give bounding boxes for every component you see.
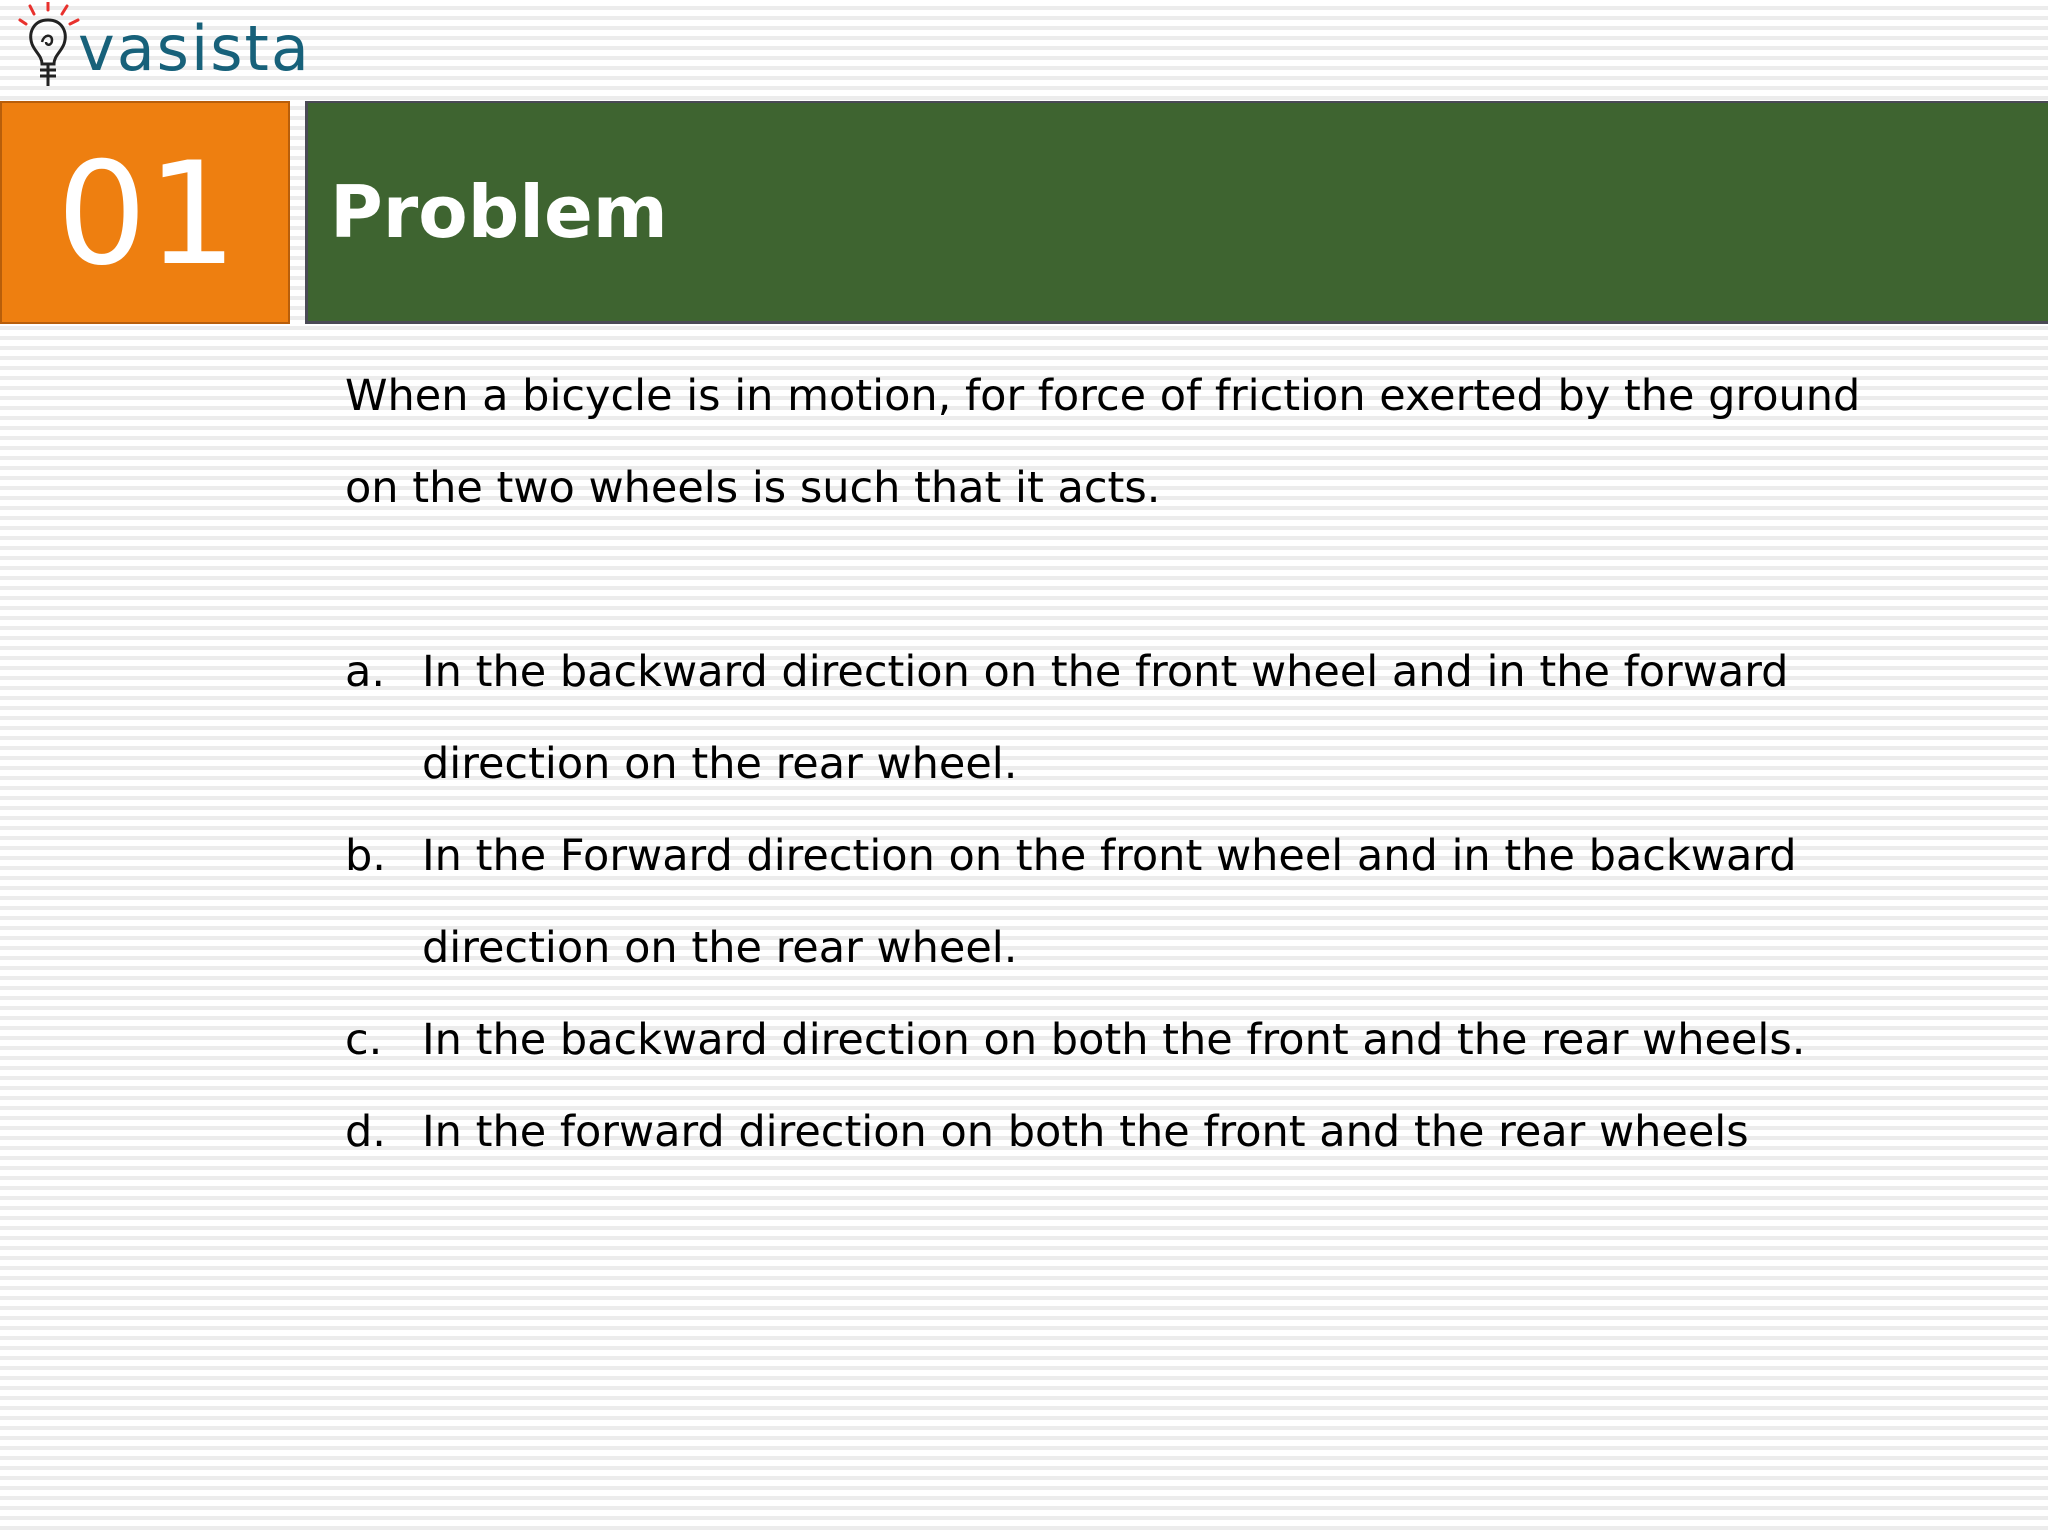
option-text: In the Forward direction on the front wheel and in the backward direction on the rear wheel. [422, 831, 1797, 973]
option-label: d. [345, 1107, 386, 1157]
option-b [345, 810, 1945, 994]
option-a [345, 626, 1945, 810]
option-label: a. [345, 647, 386, 697]
option-d [345, 1086, 1945, 1178]
option-c [345, 994, 1945, 1086]
option-text: In the backward direction on the front wheel and in the forward direction on the rear wheel. [422, 647, 1789, 789]
slide-content [345, 350, 1945, 1178]
option-label: b. [345, 831, 386, 881]
section-number-box [0, 101, 290, 324]
option-text: In the forward direction on both the front and the rear wheels [422, 1107, 1749, 1157]
section-number: 01 [56, 132, 238, 297]
question-text: When a bicycle is in motion, for force of friction exerted by the ground on the two wheels is such that it acts. [345, 371, 1861, 513]
answer-options [345, 626, 1945, 1178]
option-label: c. [345, 1015, 383, 1065]
title-bar [305, 101, 2048, 324]
slide-title: Problem [330, 170, 668, 254]
logo [18, 2, 311, 98]
option-text: In the backward direction on both the front and the rear wheels. [422, 1015, 1806, 1065]
logo-text: vasista [78, 12, 311, 85]
